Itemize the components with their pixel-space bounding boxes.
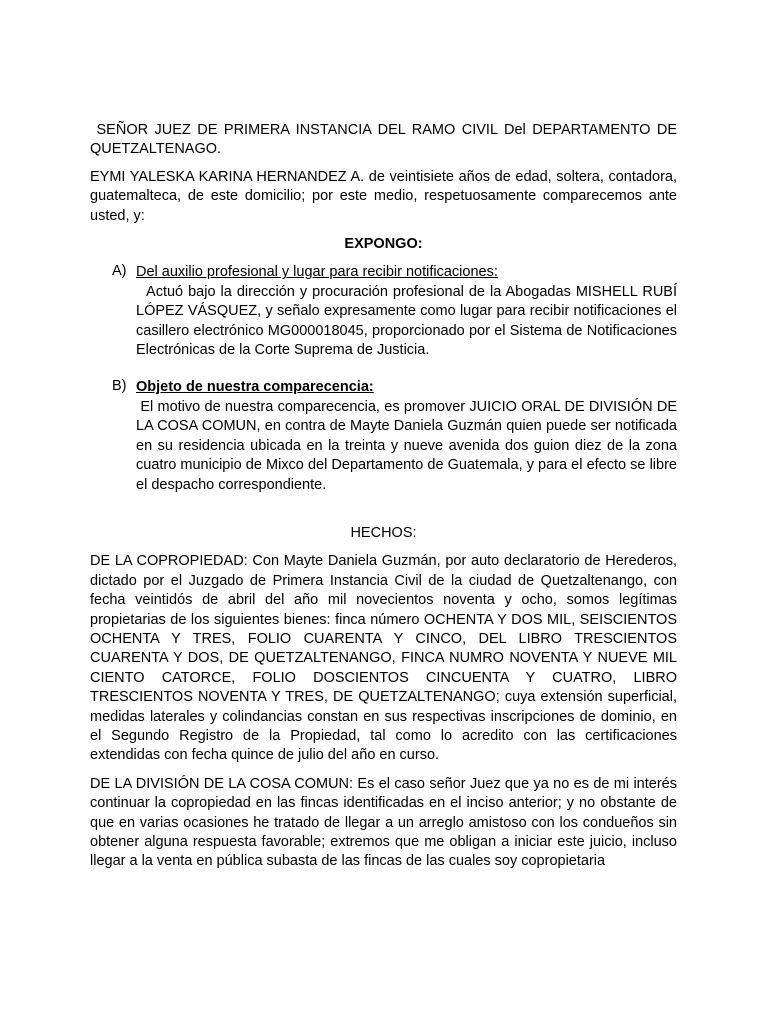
- hechos-heading: HECHOS:: [350, 524, 417, 541]
- section-b-body: El motivo de nuestra comparecencia, es promover JUICIO ORAL DE DIVISIÓN DE LA COSA COMUN, en contra de Mayte Daniela Guzmán quien puede ser notificada en su residencia ubicada en la treinta y nueve avenida dos guion diez de la zona cuatro municipio de Mixco del Departamento de Guatemala, y para el efecto se libre el despacho correspondiente.: [136, 398, 682, 493]
- document-body: [90, 121, 682, 881]
- expongo-heading: EXPONGO:: [344, 236, 423, 253]
- section-a-heading: Del auxilio profesional y lugar para recibir notificaciones:: [136, 264, 498, 281]
- court-heading: SEÑOR JUEZ DE PRIMERA INSTANCIA DEL RAMO CIVIL Del DEPARTAMENTO DE QUETZALTENAGO.: [90, 122, 682, 158]
- intro-paragraph: EYMI YALESKA KARINA HERNANDEZ A. de veintisiete años de edad, soltera, contadora, guatemalteca, de este domicilio; por este medio, respetuosamente comparecemos ante usted, y:: [90, 168, 677, 224]
- section-a: [90, 263, 682, 360]
- section-b-marker: B): [112, 378, 127, 395]
- fact-division-cosa-comun: DE LA DIVISIÓN DE LA COSA COMUN: Es el caso señor Juez que ya no es de mi interés continuar la copropiedad en las fincas identificadas en el inciso anterior; y no obstante de que en varias ocasiones he tratado de llegar a un arreglo amistoso con los condueños sin obtener alguna respuesta favorable; extremos que me obligan a iniciar este juicio, incluso llegar a la venta en pública subasta de las fincas de las cuales soy copropietaria: [90, 775, 677, 870]
- fact-copropiedad: DE LA COPROPIEDAD: Con Mayte Daniela Guzmán, por auto declaratorio de Herederos, dictado por el Juzgado de Primera Instancia Civil de la ciudad de Quetzaltenango, con fecha veintidós de abril del año mil novecientos noventa y ocho, somos legítimas propietarias de los siguientes bienes: finca número OCHENTA Y DOS MIL, SEISCIENTOS OCHENTA Y TRES, FOLIO CUARENTA Y CINCO, DEL LIBRO TRESCIENTOS CUARENTA Y DOS, DE QUETZALTENANGO, FINCA NUMRO NOVENTA Y NUEVE MIL CIENTO CATORCE, FOLIO DOSCIENTOS CINCUENTA Y CUATRO, LIBRO TRESCIENTOS NOVENTA Y TRES, DE QUETZALTENANGO; cuya extensión superficial, medidas laterales y colindancias constan en sus respectivas inscripciones de dominio, en el Segundo Registro de la Propiedad, tal como lo acredito con las certificaciones extendidas con fecha quince de julio del año en curso.: [90, 553, 677, 764]
- section-b-heading: Objeto de nuestra comparecencia:: [136, 379, 374, 396]
- section-a-body: Actuó bajo la dirección y procuración profesional de la Abogadas MISHELL RUBÍ LÓPEZ VÁSQUEZ, y señalo expresamente como lugar para recibir notificaciones el casillero electrónico MG000018045, proporcionado por el Sistema de Notificaciones Electrónicas de la Corte Suprema de Justicia.: [136, 283, 682, 359]
- section-b: [90, 378, 682, 494]
- section-a-marker: A): [112, 263, 127, 280]
